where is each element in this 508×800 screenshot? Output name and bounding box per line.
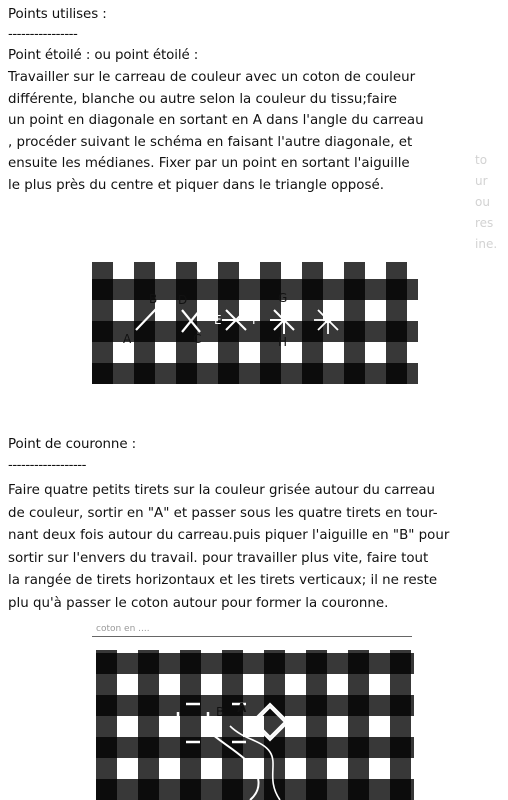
section-title-point-couronne: Point de couronne : bbox=[8, 437, 137, 452]
bleed-through-text: to ur ou res ine. bbox=[475, 153, 498, 251]
paragraph-line: de couleur, sortir en "A" et passer sous les quatre tirets en tour- bbox=[8, 505, 438, 521]
stitch-dashes bbox=[178, 704, 246, 742]
figure-label-e: E bbox=[214, 313, 222, 327]
paragraph-line: ensuite les médianes. Fixer par un point en sortant l'aiguille bbox=[8, 156, 410, 172]
figure-label-f: F bbox=[252, 313, 259, 327]
paragraph-line: différente, blanche ou autre selon la couleur du tissu;faire bbox=[8, 91, 398, 107]
figure-label-b: B bbox=[216, 705, 225, 719]
figure-label-a: A bbox=[237, 701, 247, 715]
figure-label-b: B bbox=[149, 292, 158, 306]
figure-label-h: H bbox=[278, 335, 288, 349]
page-heading: Points utilises : bbox=[8, 7, 107, 22]
paragraph-line: le plus près du centre et piquer dans le triangle opposé. bbox=[8, 177, 384, 193]
paragraph-line: Travailler sur le carreau de couleur avec un coton de couleur bbox=[8, 70, 416, 85]
paragraph-line: un point en diagonale en sortant en A dans l'angle du carreau bbox=[8, 113, 424, 129]
section-title-point-etoile: Point étoilé : ou point étoilé : bbox=[8, 48, 199, 63]
figure-label-a: A bbox=[123, 332, 132, 346]
figure-label-g: G bbox=[278, 291, 288, 305]
paragraph-line: sortir sur l'envers du travail. pour travailler plus vite, faire tout bbox=[8, 550, 429, 566]
figure-label-d: D bbox=[178, 293, 188, 307]
figure-caption-fragment: coton en .... bbox=[96, 624, 150, 634]
heading-rule: ---------------- bbox=[8, 27, 78, 42]
paragraph-line: nant deux fois autour du carreau.puis piquer l'aiguille en "B" pour bbox=[8, 528, 450, 544]
stitch-crown bbox=[252, 704, 288, 740]
paragraph-line: plu qu'à passer le coton autour pour former la couronne. bbox=[8, 595, 389, 611]
paragraph-line: la rangée de tirets horizontaux et les tirets verticaux; il ne reste bbox=[8, 573, 438, 589]
figure-label-c: C bbox=[193, 332, 202, 346]
paragraph-line: , procéder suivant le schéma en faisant l'autre diagonale, et bbox=[8, 134, 413, 150]
paragraph-line: Faire quatre petits tirets sur la couleur grisée autour du carreau bbox=[8, 483, 436, 498]
section-rule: ------------------ bbox=[8, 458, 86, 473]
